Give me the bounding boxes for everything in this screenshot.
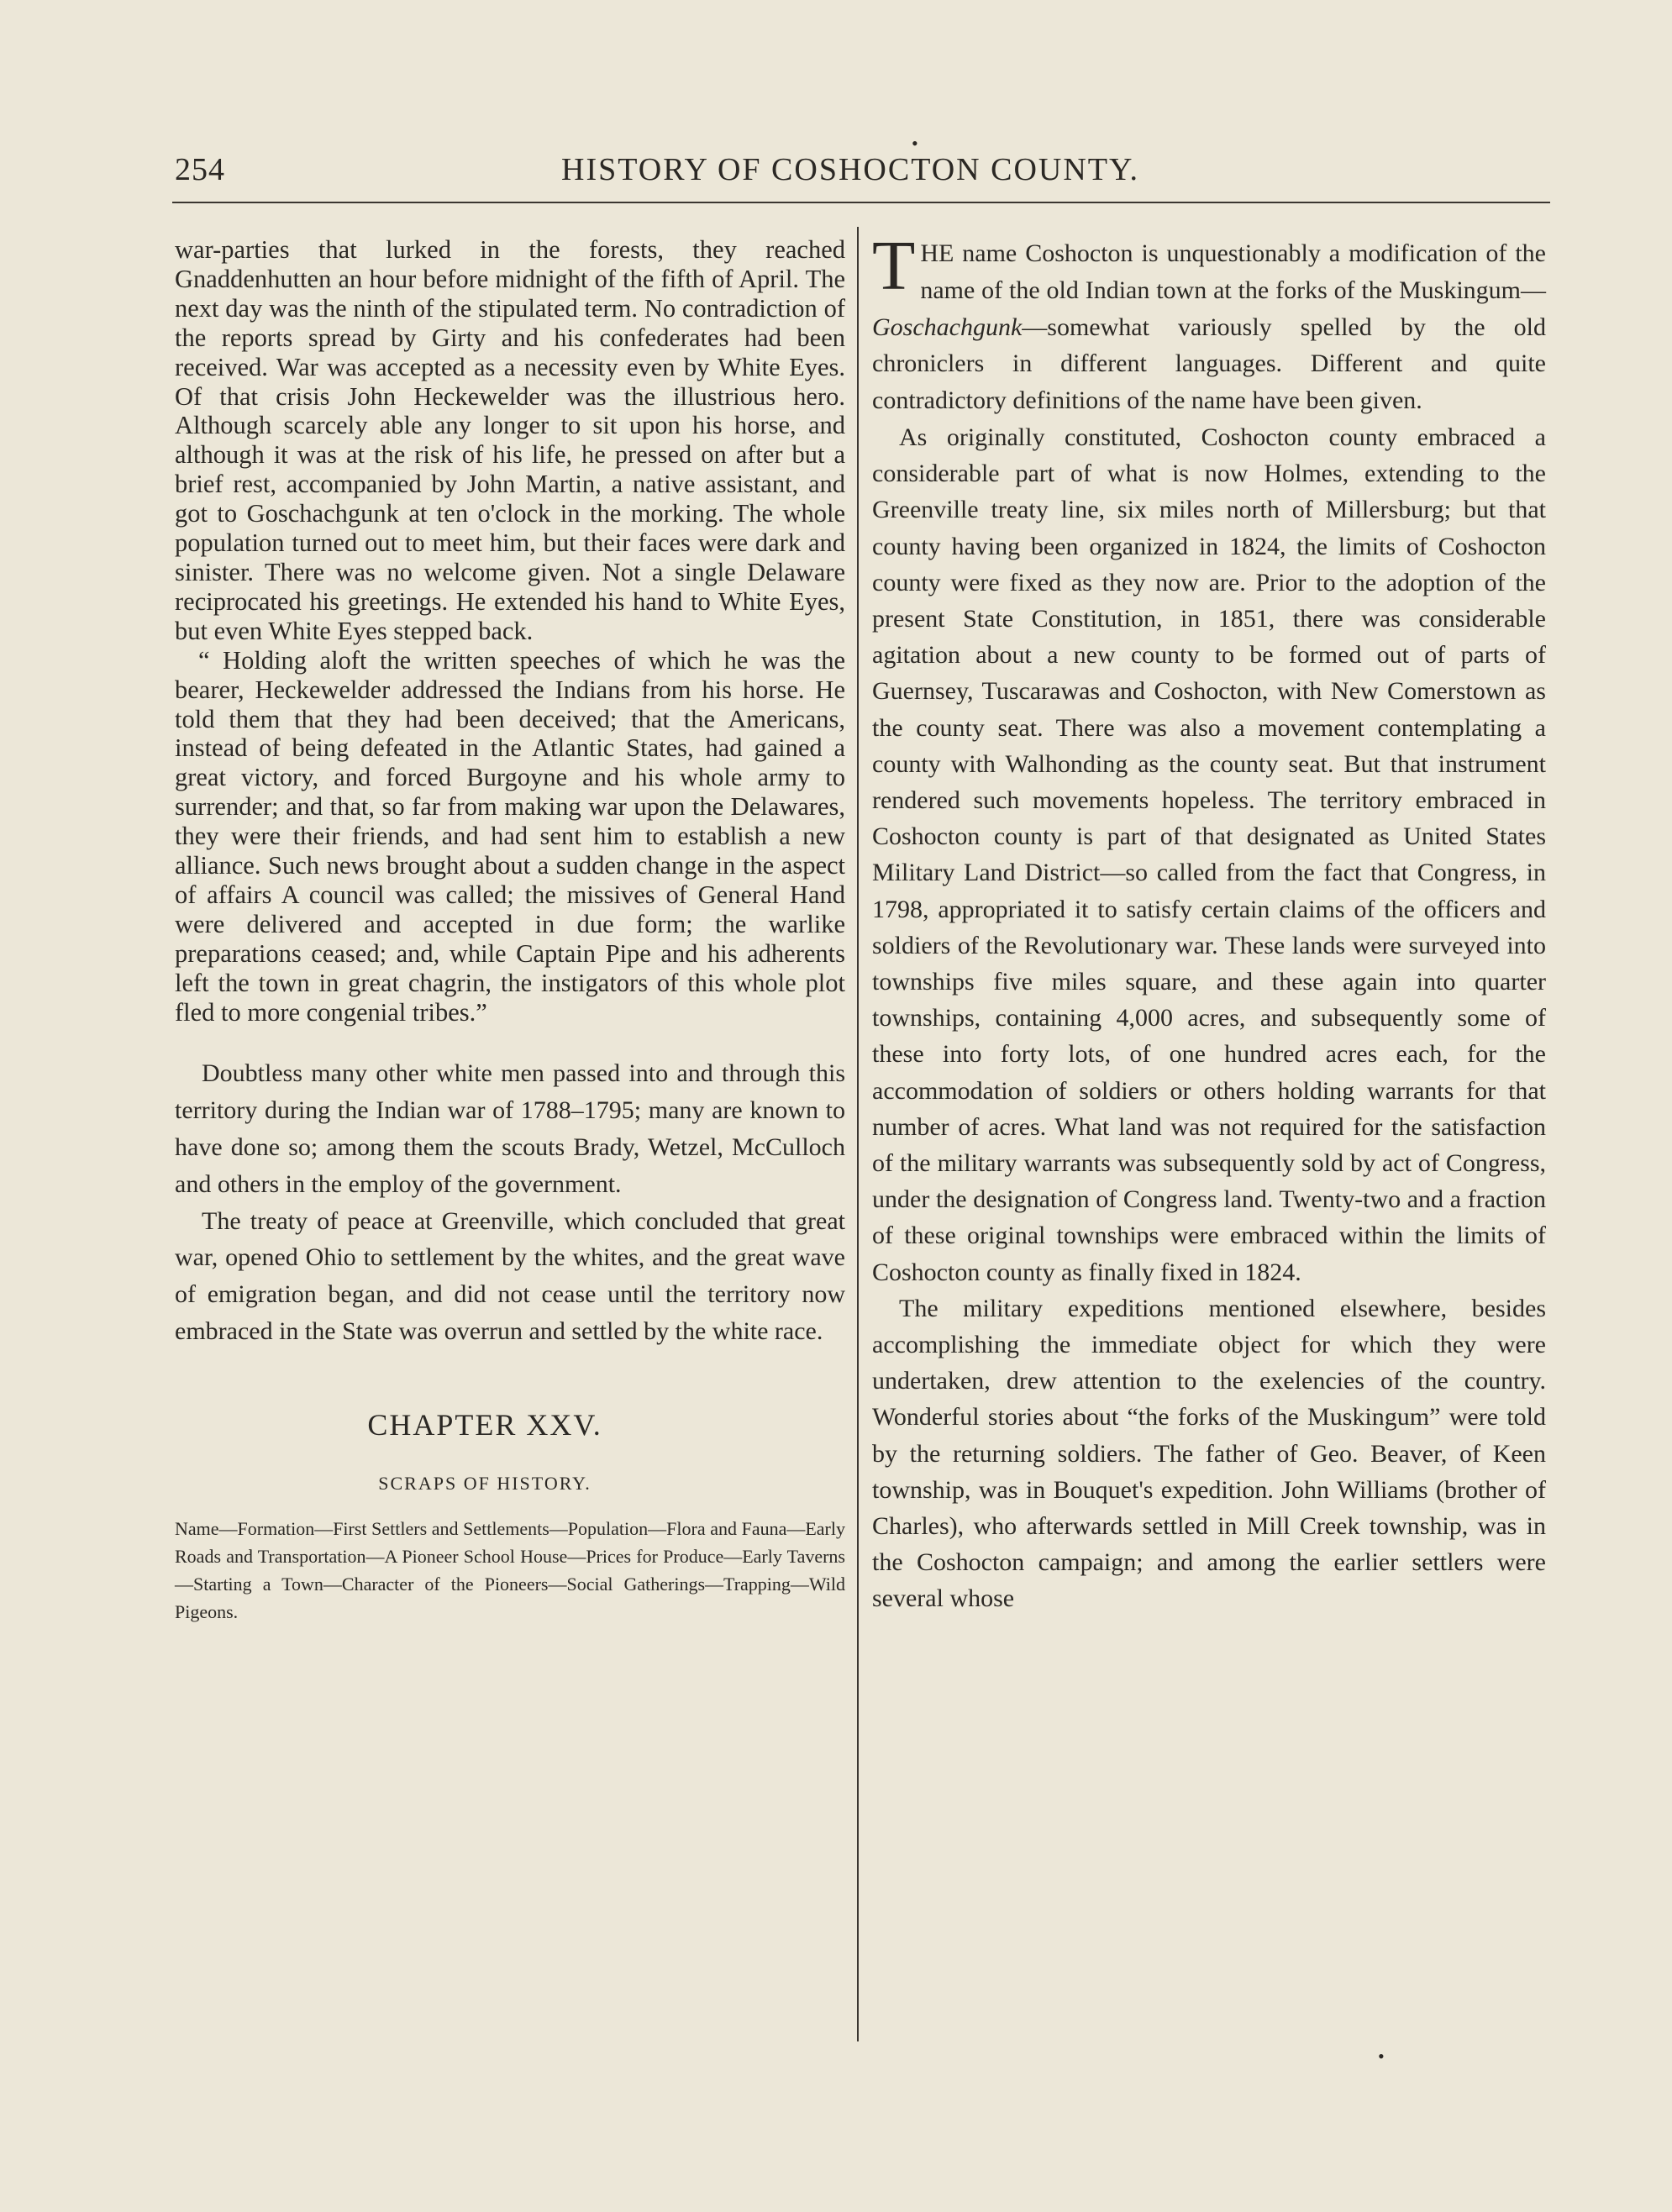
printer-mark: • [1378, 2046, 1385, 2067]
body-paragraph: The military expeditions mentioned elsewhere, besides accomplishing the immediate object for which they were undertaken, drew attention to the exelencies of the country. Wonderful stories about “the forks of the Muskingum” were told by the returning soldiers. The father of Geo. Beaver, of Keen township, was in Bouquet's expedition. John Williams (brother of Charles), who afterwards settled in Mill Creek township, was in the Coshocton campaign; and among the earlier settlers were several whose [872, 1294, 1546, 1613]
quoted-passage [175, 235, 845, 1027]
page-number: 254 [175, 152, 225, 187]
printer-mark: • [912, 133, 918, 154]
header-rule [172, 202, 1550, 203]
right-column [872, 227, 1546, 1617]
opening-paragraph [872, 227, 1546, 419]
chapter-title: CHAPTER XXV. [367, 1407, 602, 1442]
body-paragraphs [175, 1055, 845, 1349]
left-column [175, 235, 845, 1626]
body-paragraph: The treaty of peace at Greenville, which concluded that great war, opened Ohio to settlement by the whites, and the great wave of emigration began, and did not cease until the territory now embraced in the State was overrun and settled by the white race. [175, 1206, 845, 1346]
column-rule [857, 227, 859, 2041]
quote-paragraph: war-parties that lurked in the forests, they reached Gnaddenhutten an hour before midnight of the fifth of April. The next day was the ninth of the stipulated term. No contradiction of the reports spread by Girty and his confederates had been received. War was accepted as a necessity even by White Eyes. Of that crisis John Heckewelder was the illustrious hero. Although scarcely able any longer to sit upon his horse, and although it was at the risk of his life, he pressed on after but a brief rest, accompanied by John Martin, a native assistant, and got to Goschachgunk at ten o'clock in the morking. The whole population turned out to meet him, but their faces were dark and sinister. There was no welcome given. Not a single Delaware reciprocated his greetings. He extended his hand to White Eyes, but even White Eyes stepped back. [175, 235, 845, 645]
quote-paragraph: “ Holding aloft the written speeches of which he was the bearer, Heckewelder addressed the Indians from his horse. He told them that they had been deceived; that the Americans, instead of being defeated in the Atlantic States, had gained a great victory, and forced Burgoyne and his whole army to surrender; and that, so far from making war upon the Delawares, they were their friends, and had sent him to establish a new alliance. Such news brought about a sudden change in the aspect of affairs A council was called; the missives of General Hand were delivered and accepted in due form; the warlike preparations ceased; and, while Captain Pipe and his adherents left the town in great chagrin, the instigators of this whole plot fled to more congenial tribes.” [175, 645, 845, 1027]
opening-text: HE name Coshocton is unquestionably a modification of the name of the old Indian town at the forks of the Muskingum— [920, 239, 1546, 304]
opening-text-end: —somewhat variously spelled by the old chroniclers in different languages. Different and quite contradictory definitions of the name have been given. [872, 313, 1546, 415]
chapter-subtitle: SCRAPS OF HISTORY. [378, 1472, 592, 1494]
body-paragraph: As originally constituted, Coshocton county embraced a considerable part of what is now Holmes, extending to the Greenville treaty line, six miles north of Millersburg; but that county having been organized in 1824, the limits of Coshocton county were fixed as they now are. Prior to the adoption of the present State Constitution, in 1851, there was considerable agitation about a new county to be formed out of parts of Guernsey, Tuscarawas and Coshocton, with New Comerstown as the county seat. There was also a movement contemplating a county with Walhonding as the county seat. But that instrument rendered such movements hopeless. The territory embraced in Coshocton county is part of that designated as United States Military Land District—so called from the fact that Congress, in 1798, appropriated it to satisfy certain claims of the officers and soldiers of the Revolutionary war. These lands were surveyed into townships five miles square, and these again into quarter townships, containing 4,000 acres, and subsequently some of these into forty lots, of one hundred acres each, for the accommodation of soldiers or others holding warrants for that number of acres. What land was not required for the satisfaction of the military warrants was subsequently sold by act of Congress, under the designation of Congress land. Twenty-two and a fraction of these original townships were embraced within the limits of Coshocton county as finally fixed in 1824. [872, 423, 1546, 1286]
indian-town-name: Goschachgunk [872, 313, 1023, 341]
chapter-summary: Name—Formation—First Settlers and Settlements—Population—Flora and Fauna—Early Roads and Transportation—A Pioneer School House—Prices for Produce—Early Taverns—Starting a Town—Character of the Pioneers—Social Gatherings—Trapping—Wild Pigeons. [175, 1517, 845, 1622]
drop-cap: T [872, 227, 916, 305]
body-paragraph: Doubtless many other white men passed into and through this territory during the Indian war of 1788–1795; many are known to have done so; among them the scouts Brady, Wetzel, McCulloch and others in the employ of the government. [175, 1059, 845, 1198]
running-head: HISTORY OF COSHOCTON COUNTY. [561, 152, 1140, 187]
